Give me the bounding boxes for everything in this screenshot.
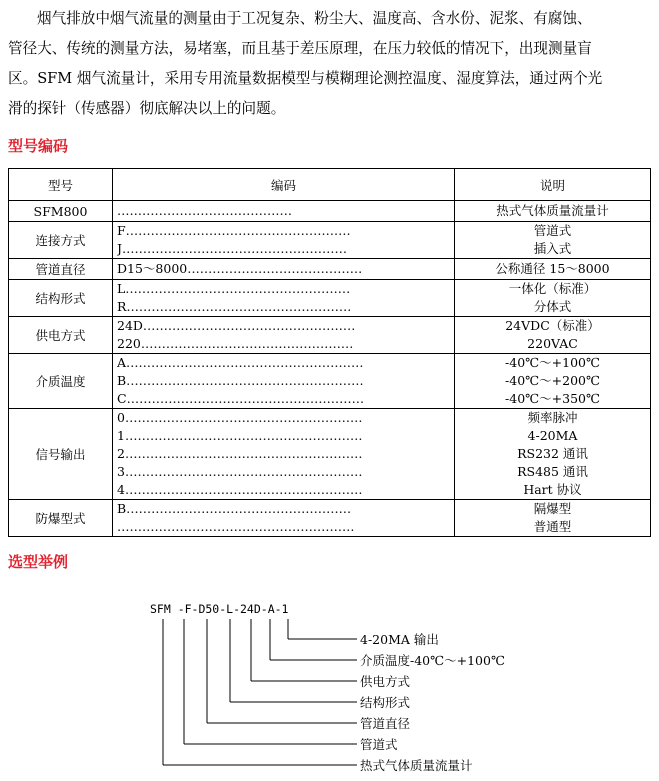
code-line: L……………………………………………… [117,281,351,296]
row-name: 连接方式 [9,222,113,259]
leader-lines [163,619,505,773]
description-line: 220VAC [527,336,578,351]
description-line: -40℃～+100℃ [505,355,600,370]
intro-line: 区。SFM 烟气流量计，采用专用流量数据模型与模糊理论测控温度、湿度算法，通过两个光 [8,70,603,87]
row-descriptions [455,222,651,259]
description-line: 4-20MA [527,428,578,443]
model-code-title: 型号编码 [8,137,69,155]
row-descriptions [455,280,651,317]
code-line: 24D…………………………………………… [117,318,356,333]
code-line: B………………………………………………… [117,373,364,388]
table-row [9,409,651,500]
example-label: 介质温度-40℃～+100℃ [360,653,505,668]
code-line: D15～8000…………………………………… [117,261,363,276]
code-line: F……………………………………………… [117,223,351,238]
row-descriptions [455,259,651,280]
row-descriptions [455,201,651,222]
row-codes [113,409,455,500]
code-line: A………………………………………………… [117,355,364,370]
row-codes [113,259,455,280]
row-descriptions [455,500,651,537]
intro-line: 烟气排放中烟气流量的测量由于工况复杂、粉尘大、温度高、含水份、泥浆、有腐蚀、 [37,10,592,27]
code-line: B……………………………………………… [117,501,352,516]
description-line: 隔爆型 [533,501,572,516]
example-label: 4-20MA 输出 [360,632,439,647]
code-line: …………………………………… [117,203,292,218]
description-line: RS232 通讯 [517,446,588,461]
code-line: C………………………………………………… [117,391,365,406]
row-codes [113,201,455,222]
row-codes [113,222,455,259]
code-line: 2………………………………………………… [117,446,363,461]
selection-example-diagram [0,590,659,781]
code-line: R……………………………………………… [117,299,352,314]
row-name: 介质温度 [9,354,113,409]
description-line: 普通型 [533,519,572,534]
row-codes [113,280,455,317]
intro-paragraph [8,4,650,124]
model-code-table [8,168,651,537]
example-label: 热式气体质量流量计 [360,758,473,773]
description-line: Hart 协议 [523,482,582,497]
row-name: 管道直径 [9,259,113,280]
description-line: 热式气体质量流量计 [496,203,609,218]
table-row [9,259,651,280]
row-codes [113,500,455,537]
table-row [9,317,651,354]
example-code-string: SFM -F-D50-L-24D-A-1 [150,602,289,616]
code-line: 3………………………………………………… [117,464,363,479]
table-header-row [9,169,651,201]
description-line: 频率脉冲 [527,410,578,425]
intro-line: 管径大、传统的测量方法，易堵塞，而且基于差压原理，在压力较低的情况下，出现测量盲 [8,40,592,57]
header-code: 编码 [113,169,455,201]
table-row [9,280,651,317]
description-line: 24VDC（标准） [505,318,600,333]
code-line: 0………………………………………………… [117,410,363,425]
example-label: 供电方式 [360,674,411,689]
code-line: ………………………………………………… [117,519,355,534]
example-label: 结构形式 [360,695,411,710]
description-line: RS485 通讯 [517,464,588,479]
row-name: 结构形式 [9,280,113,317]
code-line: 220…………………………………………… [117,336,354,351]
selection-example-title: 选型举例 [8,553,69,571]
row-name: 防爆型式 [9,500,113,537]
row-codes [113,354,455,409]
row-name: 信号输出 [9,409,113,500]
intro-line: 滑的探针（传感器）彻底解决以上的问题。 [8,100,286,117]
table-row [9,222,651,259]
row-name: SFM800 [9,201,113,222]
example-label: 管道直径 [360,716,411,731]
code-line: J……………………………………………… [117,241,348,256]
row-descriptions [455,409,651,500]
row-descriptions [455,354,651,409]
description-line: -40℃～+200℃ [505,373,600,388]
header-model: 型号 [9,169,113,201]
code-line: 4………………………………………………… [117,482,363,497]
table-row [9,500,651,537]
code-line: 1………………………………………………… [117,428,363,443]
row-descriptions [455,317,651,354]
description-line: 一体化（标准） [508,281,597,296]
table-row [9,201,651,222]
description-line: 分体式 [533,299,572,314]
description-line: 插入式 [533,241,572,256]
row-codes [113,317,455,354]
row-name: 供电方式 [9,317,113,354]
table-row [9,354,651,409]
header-description: 说明 [455,169,651,201]
description-line: -40℃～+350℃ [505,391,600,406]
example-label: 管道式 [360,737,398,752]
description-line: 管道式 [533,223,572,238]
description-line: 公称通径 15～8000 [495,261,610,276]
